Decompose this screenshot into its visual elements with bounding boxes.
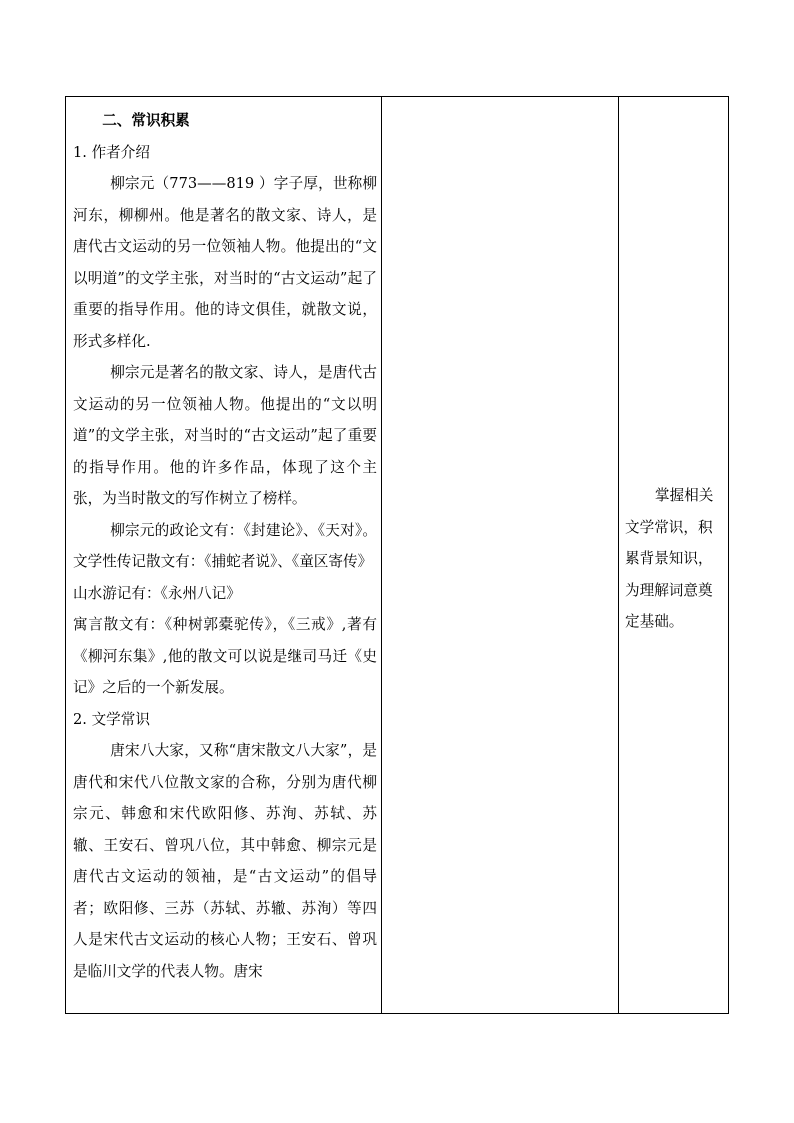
- middle-column: [382, 97, 619, 1013]
- section-heading: 二、常识积累: [102, 112, 190, 129]
- eight-masters-paragraph: 唐宋八大家，又称“唐宋散文八大家”，是唐代和宋代八位散文家的合称，分别为唐代柳宗元、韩愈和宋代欧阳修、苏洵、苏轼、苏辙、王安石、曾巩八位，其中韩愈、柳宗元是唐代古文运动的领袖，是“古文运动”的倡导者；欧阳修、三苏（苏轼、苏辙、苏洵）等四人是宋代古文运动的核心人物；王安石、曾巩是临川文学的代表人物。唐宋: [73, 742, 377, 980]
- works-paragraph: 柳宗元的政论文有：《封建论》、《天对》。文学性传记散文有：《捕蛇者说》、《童区寄传》: [73, 521, 377, 570]
- goal-text-block: [625, 480, 727, 638]
- goal-column: [619, 97, 729, 1013]
- content-column: [66, 97, 382, 1013]
- travel-notes-line: 山水游记有：《永州八记》: [73, 584, 241, 602]
- lesson-table: [65, 96, 729, 1014]
- section2-title: 2. 文学常识: [73, 710, 150, 728]
- section1-title: 1. 作者介绍: [73, 143, 150, 161]
- author-intro-paragraph: 柳宗元（773——819 ）字子厚，世称柳河东，柳柳州。他是著名的散文家、诗人，是唐代古文运动的另一位领袖人物。他提出的“文以明道”的文学主张，对当时的“古文运动”起了重要的指导作用。他的诗文俱佳，就散文说，形式多样化.: [73, 175, 377, 350]
- goal-text: 掌握相关文学常识，积累背景知识，为理解词意奠定基础。: [625, 487, 714, 630]
- content-text: [73, 105, 377, 987]
- fable-paragraph: 寓言散文有：《种树郭橐驼传》，《三戒》,著有《柳河东集》,他的散文可以说是继司马迁《史记》之后的一个新发展。: [73, 616, 377, 696]
- author-role-paragraph: 柳宗元是著名的散文家、诗人，是唐代古文运动的另一位领袖人物。他提出的“文以明道”的文学主张，对当时的“古文运动”起了重要的指导作用。他的许多作品，体现了这个主张，为当时散文的写作树立了榜样。: [73, 364, 377, 507]
